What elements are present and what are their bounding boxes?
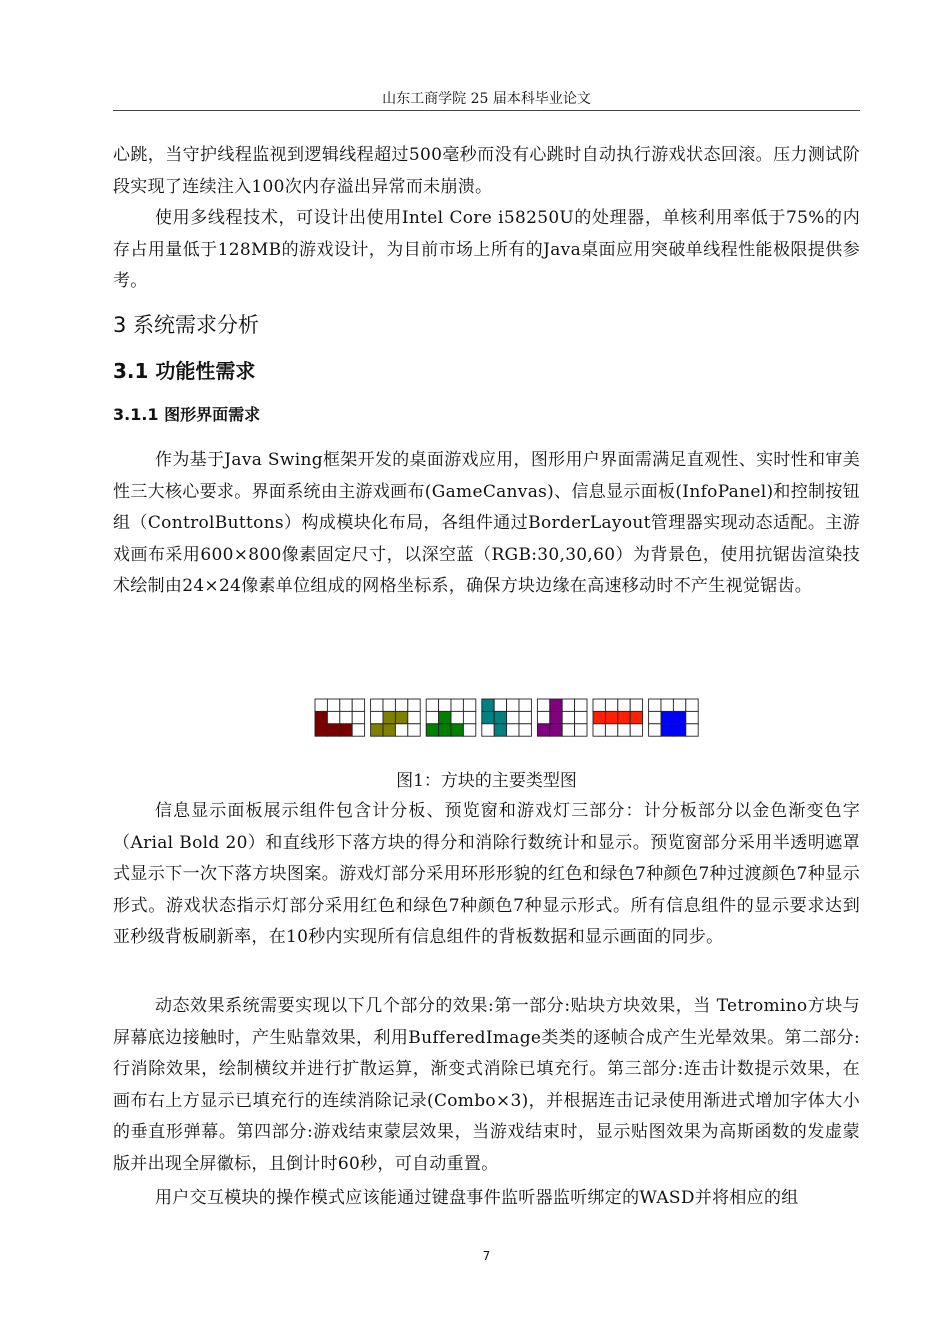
paragraph-gui-requirements: 作为基于Java Swing框架开发的桌面游戏应用，图形用户界面需满足直观性、实时性和审美性三大核心要求。界面系统由主游戏画布(GameCanvas)、信息显示面板(InfoPanel)和控制按钮组（ControlButtons）构成模块化布局，各组件通过BorderLayout管理器实现动态适配。主游戏画布采用600×800像素固定尺寸，以深空蓝（RGB:30,30,60）为背景色，使用抗锯齿渲染技术绘制由24×24像素单位组成的网格坐标系，确保方块边缘在高速移动时不产生视觉锯齿。	[113, 450, 860, 596]
tetromino-cell	[439, 724, 451, 736]
tetromino-cell	[383, 699, 395, 711]
tetromino-cell	[482, 711, 494, 723]
tetromino-tile	[649, 699, 699, 736]
tetromino-cell	[519, 724, 531, 736]
subsubsection-heading: 3.1.1 图形界面需求	[113, 405, 261, 424]
subsection-heading: 3.1 功能性需求	[113, 359, 256, 383]
tetromino-cell	[383, 724, 395, 736]
tetromino-cell	[673, 724, 685, 736]
tetromino-cell	[352, 699, 364, 711]
tetromino-cell	[395, 724, 407, 736]
tetromino-cell	[340, 711, 352, 723]
tetromino-cell	[340, 724, 352, 736]
tetromino-cell	[507, 711, 519, 723]
tetromino-cell	[482, 724, 494, 736]
tetromino-tile	[482, 699, 532, 736]
tetromino-cell	[661, 699, 673, 711]
tetromino-cell	[649, 699, 661, 711]
tetromino-cell	[463, 724, 475, 736]
tetromino-cell	[426, 711, 438, 723]
tetromino-cell	[519, 711, 531, 723]
tetromino-tile	[593, 699, 643, 736]
paragraph-info-panel: 信息显示面板展示组件包含计分板、预览窗和游戏灯三部分：计分板部分以金色渐变色字（Arial Bold 20）和直线形下落方块的得分和消除行数统计和显示。预览窗部分采用半透明遮罩式显示下一次下落方块图案。游戏灯部分采用环形形貌的红色和绿色7种颜色7种过渡颜色7种显示形式。游戏状态指示灯部分采用红色和绿色7种颜色7种显示形式。所有信息组件的显示要求达到亚秒级背板刷新率，在10秒内实现所有信息组件的背板数据和显示画面的同步。	[113, 801, 860, 947]
tetromino-cell	[371, 699, 383, 711]
tetromino-cell	[395, 699, 407, 711]
paragraph-user-interaction: 用户交互模块的操作模式应该能通过键盘事件监听器监听绑定的WASD并将相应的组	[155, 1188, 799, 1208]
tetromino-cell	[686, 711, 698, 723]
paragraph-dynamic-effects: 动态效果系统需要实现以下几个部分的效果:第一部分:贴块方块效果，当 Tetromino方块与屏幕底边接触时，产生贴靠效果，利用BufferedImage类类的逐帧合成产生光晕效果。第二部分:行消除效果，绘制横纹并进行扩散运算，渐变式消除已填充行。第三部分:连击计数提示效果，在画布右上方显示已填充行的连续消除记录(Combo×3)，并根据连击记录使用渐进式增加字体大小的垂直形弹幕。第四部分:游戏结束蒙层效果，当游戏结束时，显示贴图效果为高斯函数的发虚蒙版并出现全屏徽标，且倒计时60秒，可自动重置。	[113, 996, 860, 1174]
tetromino-cell	[605, 724, 617, 736]
tetromino-cell	[605, 699, 617, 711]
tetromino-cell	[593, 724, 605, 736]
paragraph-multithread: 使用多线程技术，可设计出使用Intel Core i58250U的处理器，单核利用率低于75%的内存占用量低于128MB的游戏设计，为目前市场上所有的Java桌面应用突破单线程性能极限提供参考。	[113, 208, 860, 291]
tetromino-types-figure	[314, 691, 704, 745]
tetromino-cell	[371, 724, 383, 736]
paragraph-continuation: 心跳，当守护线程监视到逻辑线程超过500毫秒而没有心跳时自动执行游戏状态回滚。压力测试阶段实现了连续注入100次内存溢出异常而未崩溃。	[113, 145, 860, 197]
tetromino-cell	[482, 699, 494, 711]
tetromino-cell	[605, 711, 617, 723]
tetromino-cell	[550, 699, 562, 711]
page-number: 7	[482, 1249, 491, 1263]
tetromino-tile	[426, 699, 476, 736]
tetromino-cell	[562, 724, 574, 736]
tetromino-cell	[327, 711, 339, 723]
tetromino-cell	[408, 699, 420, 711]
tetromino-cell	[507, 699, 519, 711]
tetromino-cell	[649, 711, 661, 723]
tetromino-cell	[439, 711, 451, 723]
tetromino-cell	[618, 711, 630, 723]
tetromino-cell	[661, 724, 673, 736]
tetromino-cell	[408, 724, 420, 736]
tetromino-cell	[315, 724, 327, 736]
tetromino-cell	[426, 724, 438, 736]
tetromino-cell	[686, 724, 698, 736]
tetromino-cell	[408, 711, 420, 723]
tetromino-cell	[383, 711, 395, 723]
tetromino-cell	[463, 699, 475, 711]
tetromino-cell	[451, 699, 463, 711]
tetromino-cell	[537, 699, 549, 711]
figure-caption: 图1：方块的主要类型图	[396, 771, 577, 791]
tetromino-tile	[371, 699, 421, 736]
tetromino-cell	[494, 699, 506, 711]
tetromino-cell	[439, 699, 451, 711]
tetromino-cell	[673, 699, 685, 711]
tetromino-cell	[352, 711, 364, 723]
tetromino-cell	[340, 699, 352, 711]
tetromino-cell	[494, 711, 506, 723]
tetromino-cell	[315, 699, 327, 711]
tetromino-cell	[649, 724, 661, 736]
tetromino-cell	[550, 711, 562, 723]
running-header: 山东工商学院 25 届本科毕业论文	[382, 91, 591, 107]
tetromino-cell	[575, 711, 587, 723]
tetromino-cell	[327, 699, 339, 711]
header-rule	[113, 110, 860, 111]
tetromino-cell	[395, 711, 407, 723]
tetromino-cell	[327, 724, 339, 736]
tetromino-cell	[426, 699, 438, 711]
tetromino-cell	[550, 724, 562, 736]
tetromino-cell	[661, 711, 673, 723]
tetromino-cell	[575, 699, 587, 711]
tetromino-tile	[537, 699, 587, 736]
tetromino-cell	[562, 711, 574, 723]
tetromino-cell	[451, 724, 463, 736]
tetromino-cell	[575, 724, 587, 736]
tetromino-cell	[371, 711, 383, 723]
tetromino-cell	[537, 724, 549, 736]
tetromino-cell	[562, 699, 574, 711]
section-heading: 3 系统需求分析	[113, 313, 260, 337]
tetromino-cell	[537, 711, 549, 723]
tetromino-cell	[618, 699, 630, 711]
tetromino-cell	[519, 699, 531, 711]
tetromino-cell	[494, 724, 506, 736]
tetromino-cell	[463, 711, 475, 723]
tetromino-cell	[593, 711, 605, 723]
tetromino-cell	[352, 724, 364, 736]
tetromino-cell	[630, 724, 642, 736]
tetromino-cell	[451, 711, 463, 723]
tetromino-cell	[315, 711, 327, 723]
tetromino-cell	[630, 711, 642, 723]
tetromino-tile	[315, 699, 365, 736]
tetromino-cell	[507, 724, 519, 736]
tetromino-cell	[673, 711, 685, 723]
tetromino-cell	[630, 699, 642, 711]
tetromino-cell	[618, 724, 630, 736]
tetromino-cell	[686, 699, 698, 711]
tetromino-cell	[593, 699, 605, 711]
